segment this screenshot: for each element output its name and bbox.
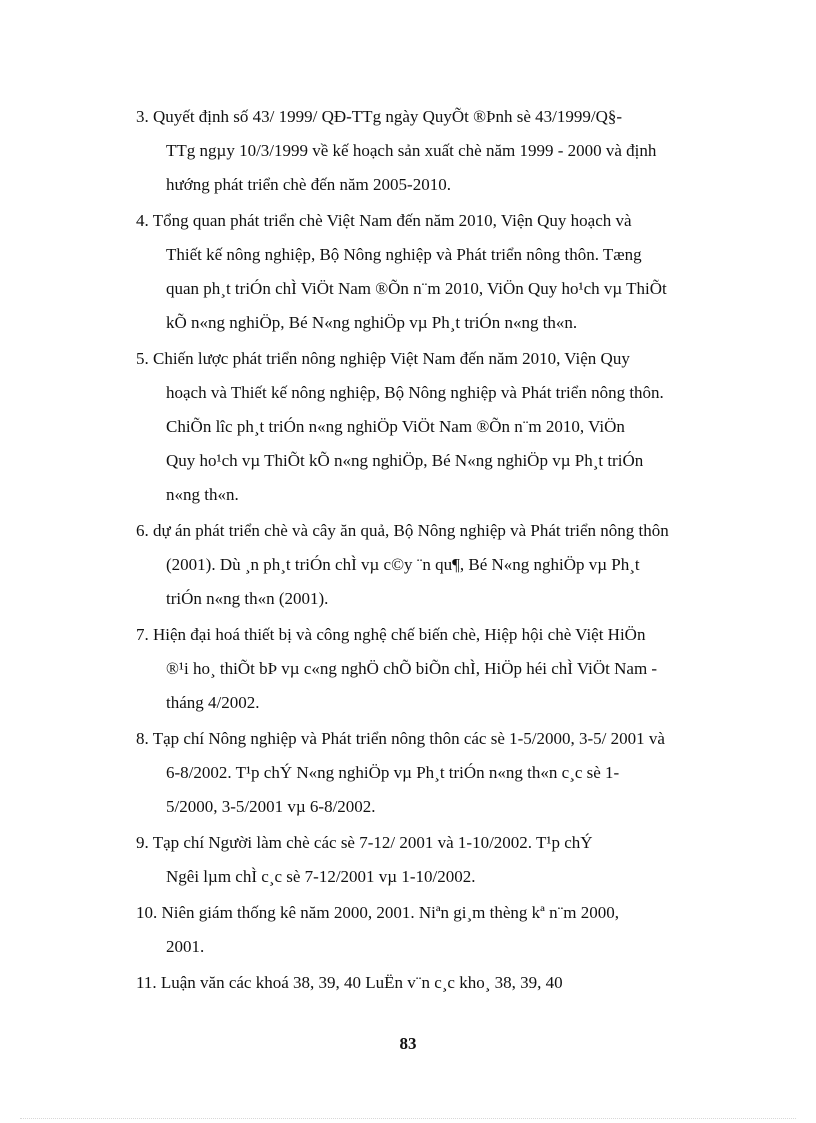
reference-item <box>136 966 740 1002</box>
reference-item <box>136 722 740 826</box>
reference-line: triÓn n«ng th«n (2001). <box>166 589 329 608</box>
reference-line: 2001. <box>166 937 205 956</box>
reference-item <box>136 204 740 342</box>
reference-line: 10. Niên giám thống kê năm 2000, 2001. Niªn gi¸m thèng kª n¨m 2000, <box>136 903 619 922</box>
reference-item <box>136 100 740 204</box>
reference-line: 7. Hiện đại hoá thiết bị và công nghệ chế biến chè, Hiệp hội chè Việt HiÖn <box>136 625 646 644</box>
reference-line: hoạch và Thiết kế nông nghiệp, Bộ Nông nghiệp và Phát triển nông thôn. <box>166 383 664 402</box>
reference-item <box>136 826 740 896</box>
reference-line: 4. Tổng quan phát triển chè Việt Nam đến năm 2010, Viện Quy hoạch và <box>136 211 632 230</box>
page-number: 83 <box>399 1034 417 1053</box>
reference-line: 8. Tạp chí Nông nghiệp và Phát triển nông thôn các sè 1-5/2000, 3-5/ 2001 và <box>136 729 665 748</box>
reference-line: 6-8/2002. T¹p chÝ N«ng nghiÖp vµ Ph¸t triÓn n«ng th«n c¸c sè 1- <box>166 763 620 782</box>
reference-line: 5. Chiến lược phát triển nông nghiệp Việt Nam đến năm 2010, Viện Quy <box>136 349 630 368</box>
reference-line: 9. Tạp chí Người làm chè các sè 7-12/ 2001 và 1-10/2002. T¹p chÝ <box>136 833 593 852</box>
reference-line: n«ng th«n. <box>166 485 239 504</box>
reference-item <box>136 618 740 722</box>
reference-item <box>136 896 740 966</box>
page-bottom-rule <box>20 1118 796 1119</box>
reference-line: hướng phát triển chè đến năm 2005-2010. <box>166 175 451 194</box>
reference-line: TTg ngµy 10/3/1999 về kế hoạch sản xuất chè năm 1999 - 2000 và định <box>166 141 657 160</box>
reference-item <box>136 342 740 514</box>
reference-line: ChiÕn lîc ph¸t triÓn n«ng nghiÖp ViÖt Nam ®Õn n¨m 2010, ViÖn <box>166 417 625 436</box>
reference-line: quan ph¸t triÓn chÌ ViÖt Nam ®Õn n¨m 2010, ViÖn Quy ho¹ch vµ ThiÕt <box>166 279 667 298</box>
reference-line: 5/2000, 3-5/2001 vµ 6-8/2002. <box>166 797 376 816</box>
reference-line: tháng 4/2002. <box>166 693 260 712</box>
reference-line: kÕ n«ng nghiÖp, Bé N«ng nghiÖp vµ Ph¸t triÓn n«ng th«n. <box>166 313 578 332</box>
reference-line: 3. Quyết định số 43/ 1999/ QĐ-TTg ngày QuyÕt ®Þnh sè 43/1999/Q§- <box>136 107 623 126</box>
reference-item <box>136 514 740 618</box>
reference-line: 6. dự án phát triển chè và cây ăn quả, Bộ Nông nghiệp và Phát triển nông thôn <box>136 521 669 540</box>
reference-line: Ngêi lµm chÌ c¸c sè 7-12/2001 vµ 1-10/2002. <box>166 867 476 886</box>
reference-line: ®¹i ho¸ thiÕt bÞ vµ c«ng nghÖ chÕ biÕn chÌ, HiÖp héi chÌ ViÖt Nam - <box>166 659 658 678</box>
reference-line: (2001). Dù ¸n ph¸t triÓn chÌ vµ c©y ¨n qu¶, Bé N«ng nghiÖp vµ Ph¸t <box>166 555 640 574</box>
reference-list <box>136 100 740 1002</box>
reference-line: Thiết kế nông nghiệp, Bộ Nông nghiệp và Phát triển nông thôn. Tæng <box>166 245 642 264</box>
reference-line: Quy ho¹ch vµ ThiÕt kÕ n«ng nghiÖp, Bé N«ng nghiÖp vµ Ph¸t triÓn <box>166 451 644 470</box>
reference-line: 11. Luận văn các khoá 38, 39, 40 LuËn v¨n c¸c kho¸ 38, 39, 40 <box>136 973 563 992</box>
